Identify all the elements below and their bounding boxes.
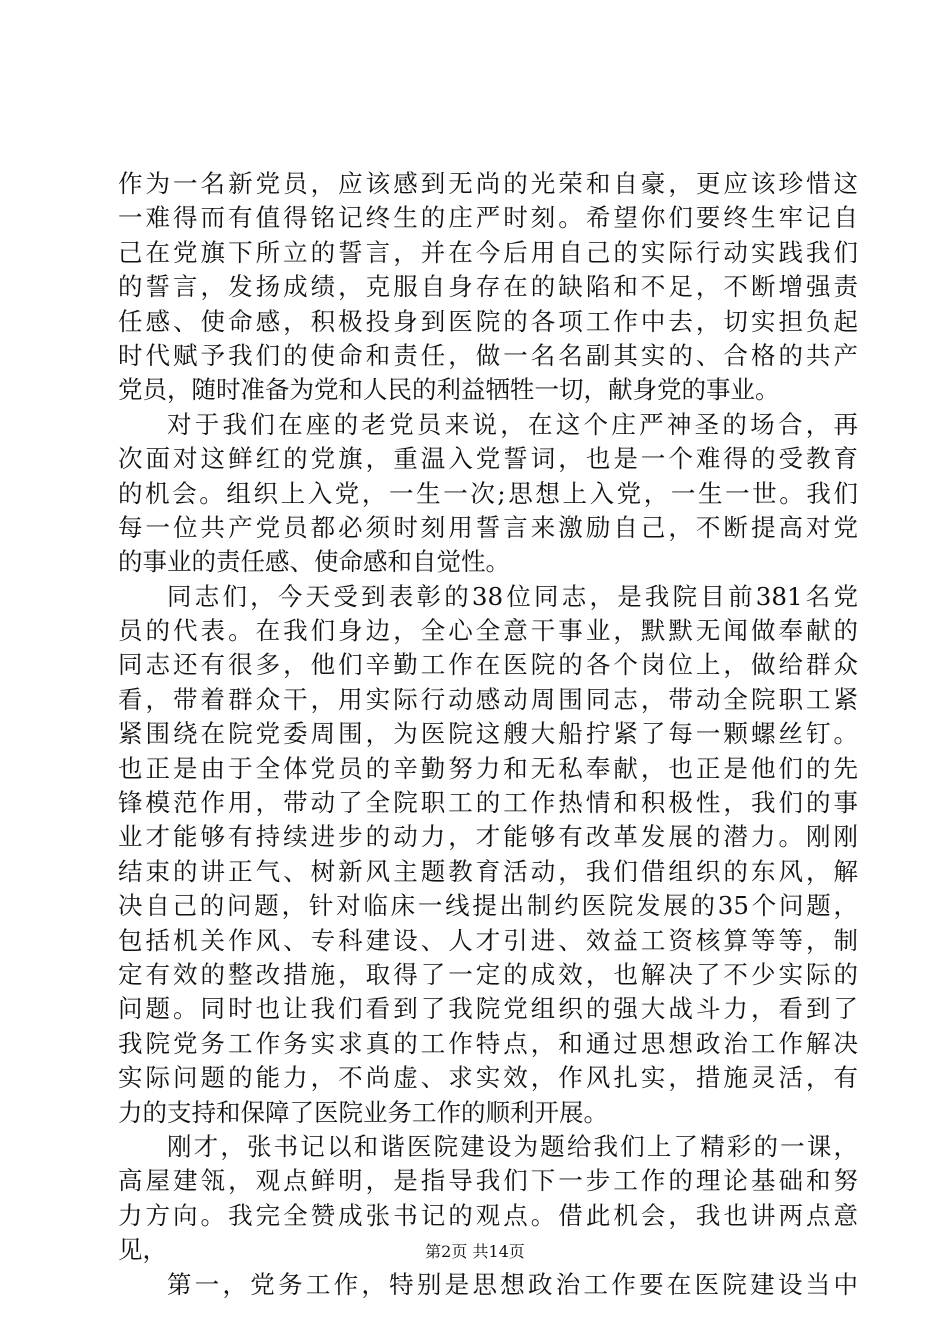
text-line: 决自己的问题，针对临床一线提出制约医院发展的35个问题， xyxy=(118,891,858,921)
text-line: 员的代表。在我们身边，全心全意干事业，默默无闻做奉献的 xyxy=(118,616,858,646)
text-line: 定有效的整改措施，取得了一定的成效，也解决了不少实际的 xyxy=(118,959,858,989)
text-line: 实际问题的能力，不尚虚、求实效，作风扎实，措施灵活，有 xyxy=(118,1063,858,1093)
text-line: 业才能够有持续进步的动力，才能够有改革发展的潜力。刚刚 xyxy=(118,822,858,852)
text-line: 的机会。组织上入党，一生一次;思想上入党，一生一世。我们 xyxy=(118,478,858,508)
text-line: 任感、使命感，积极投身到医院的各项工作中去，切实担负起 xyxy=(118,306,858,336)
text-line: 结束的讲正气、树新风主题教育活动，我们借组织的东风，解 xyxy=(118,856,858,886)
text-line: 看，带着群众干，用实际行动感动周围同志，带动全院职工紧 xyxy=(118,684,858,714)
text-line: 作为一名新党员，应该感到无尚的光荣和自豪，更应该珍惜这 xyxy=(118,169,858,198)
text-line: 包括机关作风、专科建设、人才引进、效益工资核算等等，制 xyxy=(118,925,858,955)
text-line: 的事业的责任感、使命感和自觉性。 xyxy=(118,547,510,577)
text-line: 第一，党务工作，特别是思想政治工作要在医院建设当中 xyxy=(167,1269,858,1299)
text-line: 见， xyxy=(118,1235,167,1265)
text-line: 一难得而有值得铭记终生的庄严时刻。希望你们要终生牢记自 xyxy=(118,203,858,233)
text-line: 刚才，张书记以和谐医院建设为题给我们上了精彩的一课， xyxy=(167,1131,858,1161)
text-line: 我院党务工作务实求真的工作特点，和通过思想政治工作解决 xyxy=(118,1028,858,1058)
text-line: 力方向。我完全赞成张书记的观点。借此机会，我也讲两点意 xyxy=(118,1200,858,1230)
text-line: 力的支持和保障了医院业务工作的顺利开展。 xyxy=(118,1097,608,1127)
text-line: 同志们，今天受到表彰的38位同志，是我院目前381名党 xyxy=(167,581,858,611)
text-line: 对于我们在座的老党员来说，在这个庄严神圣的场合，再 xyxy=(167,409,858,439)
text-line: 己在党旗下所立的誓言，并在今后用自己的实际行动实践我们 xyxy=(118,237,858,267)
text-line: 高屋建瓴，观点鲜明，是指导我们下一步工作的理论基础和努 xyxy=(118,1166,858,1196)
text-line: 的誓言，发扬成绩，克服自身存在的缺陷和不足，不断增强责 xyxy=(118,272,858,302)
text-line: 次面对这鲜红的党旗，重温入党誓词，也是一个难得的受教育 xyxy=(118,444,858,474)
page-footer: 第2页 共14页 xyxy=(425,1242,525,1261)
text-line: 也正是由于全体党员的辛勤努力和无私奉献，也正是他们的先 xyxy=(118,753,858,783)
text-line: 时代赋予我们的使命和责任，做一名名副其实的、合格的共产 xyxy=(118,340,858,370)
text-line: 锋模范作用，带动了全院职工的工作热情和积极性，我们的事 xyxy=(118,788,858,818)
document-body xyxy=(118,167,858,1302)
text-line: 每一位共产党员都必须时刻用誓言来激励自己，不断提高对党 xyxy=(118,512,858,542)
text-line: 问题。同时也让我们看到了我院党组织的强大战斗力，看到了 xyxy=(118,994,858,1024)
text-line: 紧围绕在院党委周围，为医院这艘大船拧紧了每一颗螺丝钉。 xyxy=(118,719,858,749)
text-line: 党员，随时准备为党和人民的利益牺牲一切，献身党的事业。 xyxy=(118,375,780,405)
text-line: 同志还有很多，他们辛勤工作在医院的各个岗位上，做给群众 xyxy=(118,650,858,680)
